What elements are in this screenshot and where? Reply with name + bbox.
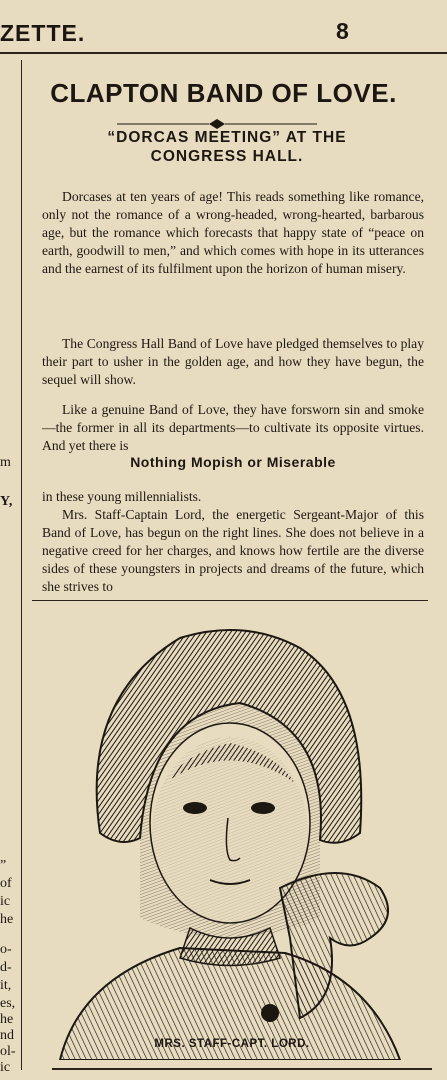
section-rule	[32, 600, 428, 601]
paragraph: Dorcases at ten years of age! This reads something like romance, only not the romance of a wrong-headed, wrong-hearted, barbarous age, but the romance which forecasts that happy state of “peace on earth, goodwill to men,” and which comes with hope in its utterances and the earnest of its fulfilment upon the horizon of human misery.	[42, 188, 424, 276]
paragraph: Like a genuine Band of Love, they have forsworn sin and smoke—the former in all its departments—to cultivate its opposite virtues. And yet there is	[42, 401, 424, 453]
left-fragment: it,	[0, 978, 12, 993]
left-fragment: he	[0, 912, 14, 927]
page-number: 8	[336, 18, 349, 44]
masthead: ZETTE.	[0, 20, 86, 46]
left-fragment: d-	[0, 960, 12, 975]
paragraph: Mrs. Staff-Captain Lord, the energetic Sergeant-Major of this Band of Love, has begun on the right lines. She does not believe in a negative creed for her charges, and knows how fertile are the diverse sides of these youngsters in projects and dreams of the future, which she strives to	[42, 506, 424, 594]
left-fragment: es,	[0, 996, 16, 1011]
article-title: CLAPTON BAND OF LOVE.	[50, 78, 397, 108]
left-fragment: Y,	[0, 494, 13, 509]
left-column-strip	[0, 0, 20, 1080]
left-fragment: ic	[0, 1060, 11, 1075]
left-fragment: ”	[0, 858, 7, 873]
left-fragment: ol-	[0, 1044, 16, 1059]
bottom-rule	[52, 1068, 432, 1070]
portrait-engraving	[40, 618, 415, 1060]
page-header	[0, 0, 447, 54]
column-rule	[21, 60, 22, 1070]
paragraph: The Congress Hall Band of Love have pledged themselves to play their part to usher in the golden age, and how they have begun, the sequel will show.	[42, 335, 424, 387]
article-subtitle: “DORCAS MEETING” AT THE CONGRESS HALL.	[107, 129, 347, 165]
left-fragment: of	[0, 876, 12, 891]
subheading: Nothing Mopish or Miserable	[130, 454, 336, 470]
left-fragment: o-	[0, 942, 12, 957]
left-fragment: he	[0, 1012, 14, 1027]
left-fragment: ic	[0, 894, 11, 909]
image-caption: MRS. STAFF-CAPT. LORD.	[154, 1038, 310, 1050]
left-fragment: nd	[0, 1028, 14, 1043]
continuation-line: in these young millennialists.	[42, 488, 202, 504]
left-fragment: m	[0, 455, 11, 470]
